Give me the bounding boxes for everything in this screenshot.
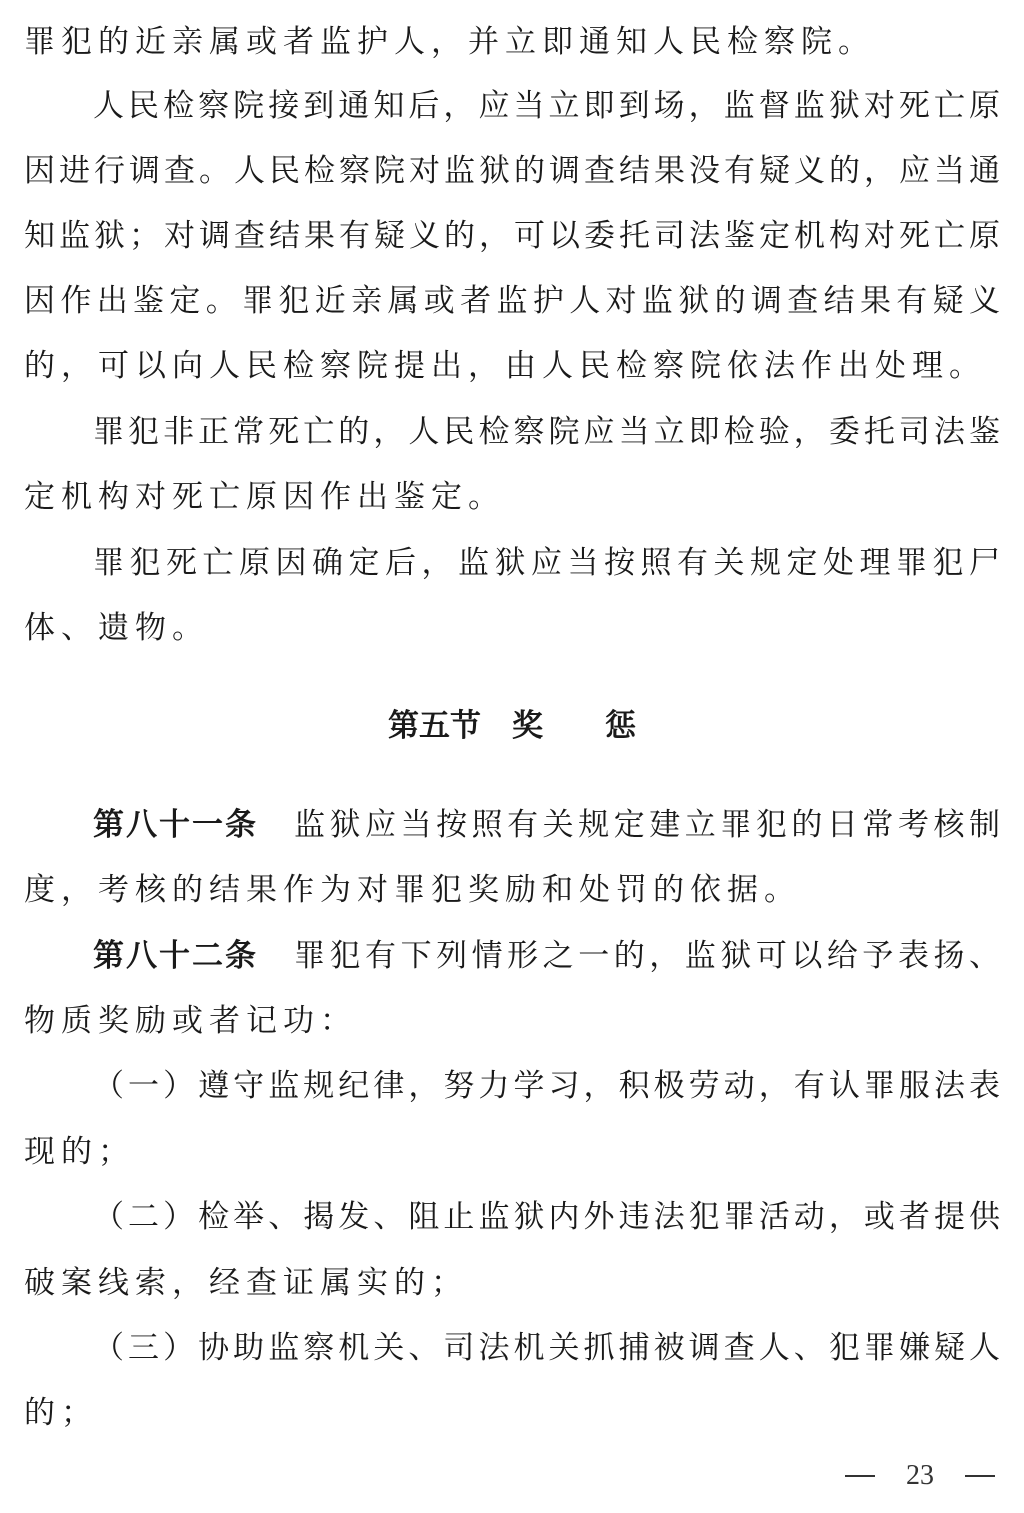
list-item-line: 破案线索，经查证属实的； <box>24 1265 468 1301</box>
article-81-first-line <box>93 801 1000 849</box>
article-line: 物质奖励或者记功： <box>24 1003 357 1039</box>
paragraph-line: 人民检察院接到通知后，应当立即到场，监督监狱对死亡原 <box>93 88 1000 124</box>
article-line: 度，考核的结果作为对罪犯奖励和处罚的依据。 <box>24 872 801 908</box>
dash-left <box>845 1475 875 1477</box>
paragraph-line: 的，可以向人民检察院提出，由人民检察院依法作出处理。 <box>24 348 986 384</box>
paragraph-line: 因作出鉴定。罪犯近亲属或者监护人对监狱的调查结果有疑义 <box>24 283 1000 319</box>
list-item-line: （三）协助监察机关、司法机关抓捕被调查人、犯罪嫌疑人 <box>93 1330 1000 1366</box>
article-label: 第八十二条 <box>93 938 258 974</box>
list-item-line: （二）检举、揭发、阻止监狱内外违法犯罪活动，或者提供 <box>93 1199 1000 1235</box>
article-label: 第八十一条 <box>93 807 258 843</box>
paragraph-line: 罪犯的近亲属或者监护人，并立即通知人民检察院。 <box>24 24 875 60</box>
paragraph-line: 知监狱；对调查结果有疑义的，可以委托司法鉴定机构对死亡原 <box>24 218 1000 254</box>
dash-right <box>965 1475 995 1477</box>
list-item-line: （一）遵守监规纪律，努力学习，积极劳动，有认罪服法表 <box>93 1068 1000 1104</box>
paragraph-line: 罪犯非正常死亡的，人民检察院应当立即检验，委托司法鉴 <box>93 414 1000 450</box>
list-item-line: 的； <box>24 1395 98 1431</box>
paragraph-line: 因进行调查。人民检察院对监狱的调查结果没有疑义的，应当通 <box>24 153 1000 189</box>
article-text: 监狱应当按照有关规定建立罪犯的日常考核制 <box>294 807 1000 843</box>
paragraph-line: 定机构对死亡原因作出鉴定。 <box>24 479 505 515</box>
page-number-footer <box>845 1456 995 1496</box>
section-heading: 第五节 奖 惩 <box>388 708 636 744</box>
article-82-first-line <box>93 932 1000 980</box>
paragraph-line: 体、遗物。 <box>24 610 209 646</box>
article-text: 罪犯有下列情形之一的，监狱可以给予表扬、 <box>294 938 1000 974</box>
paragraph-line: 罪犯死亡原因确定后，监狱应当按照有关规定处理罪犯尸 <box>93 545 1000 581</box>
page-number: 23 <box>906 1460 934 1491</box>
list-item-line: 现的； <box>24 1134 135 1170</box>
